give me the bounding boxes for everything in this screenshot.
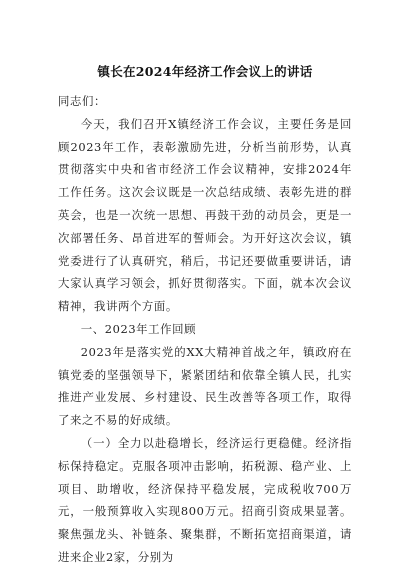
document-body <box>58 90 352 569</box>
paragraph-opening: 今天，我们召开X镇经济工作会议，主要任务是回顾2023年工作，表彰激励先进，分析当前形势，认真贯彻落实中央和省市经济工作会议精神，安排2024年工作任务。这次会议既是一次总结成绩、表彰先进的群英会，也是一次统一思想、再鼓干劲的动员会，更是一次部署任务、昂首进军的誓师会。为开好这次会议，镇党委进行了认真研究，稍后，书记还要做重要讲话，请大家认真学习领会，抓好贯彻落实。下面，就本次会议精神，我讲两个方面。 <box>58 116 352 314</box>
section-heading-review: 一、2023年工作回顾 <box>80 321 197 336</box>
document-title: 镇长在2024年经济工作会议上的讲话 <box>97 64 313 79</box>
paragraph-review-summary: 2023年是落实党的XX大精神首战之年，镇政府在镇党委的坚强领导下，紧紧团结和依靠全镇人民，扎实推进产业发展、乡村建设、民生改善等各项工作，取得了来之不易的好成绩。 <box>58 344 352 428</box>
salutation: 同志们： <box>58 94 106 108</box>
paragraph-growth: （一）全力以赴稳增长，经济运行更稳健。经济指标保持稳定。克服各项冲击影响，拓税源、稳产业、上项目、助增收，经济保持平稳发展，完成税收700万元，一般预算收入实现800万元。招商引资成果显著。聚焦强龙头、补链条、聚集群，不断拓宽招商渠道，请进来企业2家，分别为 <box>58 435 352 564</box>
